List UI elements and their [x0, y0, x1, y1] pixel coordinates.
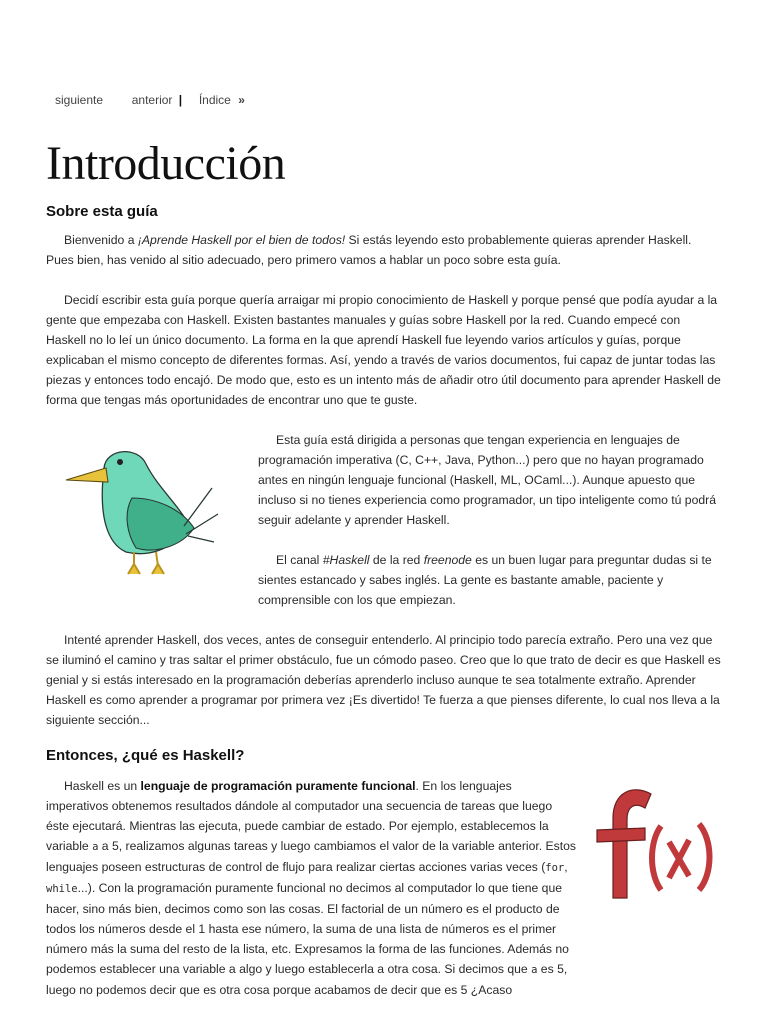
paragraph-why: Decidí escribir esta guía porque quería arraigar mi propio conocimiento de Haskell y porque pensé que podía ayudar a la gente que empezaba con Haskell. Existen bastantes manuales y guías sobre Haskell por la red. Cuando empecé con Haskell no lo leí un único documento. La forma en la que aprendí Haskell fue leyendo varios artículos y guías, porque explicaban el mismo concepto de diferentes formas. Así, yendo a través de varios documentos, fui capaz de juntar todas las piezas y entonces todo encajó. De modo que, esto es un intento más de añadir otro útil documento para aprender Haskell de forma que tengas más oportunidades de encontrar uno que te guste. [46, 293, 721, 407]
next-link[interactable]: siguiente [55, 93, 104, 107]
page-title: Introducción [46, 137, 286, 190]
top-navigation [55, 93, 245, 107]
bird-illustration [62, 440, 222, 585]
nav-separator: | [178, 93, 183, 107]
paragraph-haskell-definition-a: Haskell es un lenguaje de programación puramente funcional. En los lenguajes imperativos obtenemos resultados dándole al computador una secuencia de tareas que luego éste ejecutará. Mientras las ejecuta, puede cambiar de estado. Por ejemplo, establecemos la variable a a 5, realizamos algunas tareas y luego cambiamos el valor de la variable anterior. Estos lenguajes poseen estructuras de control de flujo para realizar ciertas acciones varias veces (for, while...). Con la programación puramente funcional no decimos al computador lo que tiene que hacer, sino más bien, decimos como son las cosas. El factorial de un número es el producto de todos los números desde el 1 hasta ese número, la suma de una lista de números es el primer número más la suma del resto de la lista, etc. Expresamos la forma de las funciones. Además no podemos establecer una variable a algo y luego establecerla a otra cosa. Si decimos que a es 5, luego no podemos decir que es otra cosa porque acabamos de decir que es 5 ¿Acaso [46, 779, 576, 997]
fx-illustration [585, 778, 725, 908]
section-heading-what-is-haskell: Entonces, ¿qué es Haskell? [46, 747, 245, 764]
prev-link[interactable]: anterior [131, 93, 173, 107]
book-title: ¡Aprende Haskell por el bien de todos! [137, 233, 346, 247]
paragraph-audience: Esta guía está dirigida a personas que tengan experiencia en lenguajes de programación imperativa (C, C++, Java, Python...) pero que no hayan programado antes en ningún lenguaje funcional (Haskell, ML, OCaml...). Aunque apuesto que incluso si no tienes experiencia como programador, un tipo inteligente como tú podrá seguir adelante y aprender Haskell. [258, 433, 716, 527]
paragraph-experience: Intenté aprender Haskell, dos veces, antes de conseguir entenderlo. Al principio todo parecía extraño. Pero una vez que se iluminó el camino y tras saltar el primer obstáculo, fue un cómodo paseo. Creo que lo que trato de decir es que Haskell es genial y si estás interesado en la programación deberías aprenderlo incluso aunque te sea totalmente extraño. Aprender Haskell es como aprender a programar por primera vez ¡Es divertido! Te fuerza a que pienses diferente, lo cual nos lleva a la siguiente sección... [46, 633, 721, 727]
pure-functional-term: lenguaje de programación puramente funcional [140, 779, 416, 793]
index-link[interactable]: Índice [198, 93, 231, 107]
section-heading-about: Sobre esta guía [46, 203, 158, 220]
index-arrow: » [238, 93, 245, 107]
paragraph-welcome: Bienvenido a ¡Aprende Haskell por el bien de todos! Si estás leyendo esto probablemente quieras aprender Haskell. Pues bien, has venido al sitio adecuado, pero primero vamos a hablar un poco sobre esta guía. [46, 233, 692, 267]
irc-network: freenode [423, 553, 472, 567]
irc-channel: #Haskell [322, 553, 370, 567]
paragraph-irc: El canal #Haskell de la red freenode es un buen lugar para preguntar dudas si te sientes estancado y sabes inglés. La gente es bastante amable, paciente y comprensible con los que empiezan. [258, 553, 712, 607]
